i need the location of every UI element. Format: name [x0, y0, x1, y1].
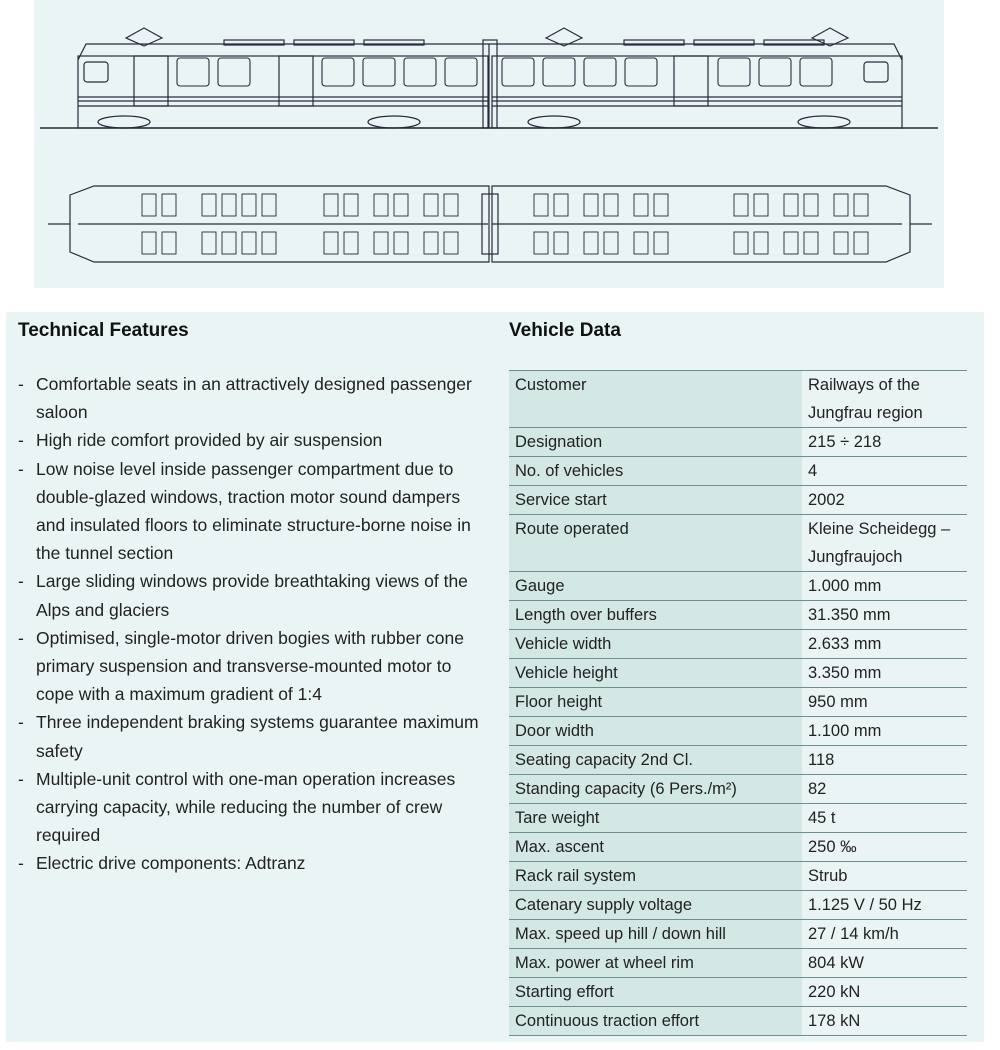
bullet-dash: - [18, 374, 24, 394]
table-row [509, 457, 967, 486]
technical-features-title: Technical Features [18, 320, 189, 341]
table-row [509, 428, 967, 457]
row-label: Floor height [509, 688, 802, 717]
bullet-dash: - [18, 430, 24, 451]
row-label: Customer [509, 371, 802, 428]
row-value: 1.100 mm [802, 717, 967, 746]
feature-list [18, 370, 488, 878]
feature-item [18, 765, 488, 850]
row-label: Vehicle width [509, 630, 802, 659]
feature-text: Low noise level inside passenger compartment due to double-glazed windows, traction motor sound dampers and insulated floors to eliminate structure-borne noise in the tunnel section [36, 458, 471, 564]
feature-item [18, 708, 488, 764]
row-value: 27 / 14 km/h [802, 920, 967, 949]
row-value: Railways of the Jungfrau region [802, 371, 967, 428]
feature-item [18, 624, 488, 709]
train-drawing-panel [34, 0, 944, 288]
row-label: Max. speed up hill / down hill [509, 920, 802, 949]
table-row [509, 891, 967, 920]
row-value: 250 ‰ [802, 833, 967, 862]
table-row [509, 486, 967, 515]
plan-view-drawing [48, 186, 932, 262]
side-elevation-drawing [40, 28, 938, 128]
table-row [509, 371, 967, 428]
row-value: 2002 [802, 486, 967, 515]
table-row [509, 862, 967, 891]
bullet-dash: - [18, 853, 24, 874]
train-drawings [34, 0, 944, 288]
row-value: 950 mm [802, 688, 967, 717]
row-label: Rack rail system [509, 862, 802, 891]
table-row [509, 833, 967, 862]
technical-features-section [18, 320, 488, 878]
feature-text: Multiple-unit control with one-man operation increases carrying capacity, while reducing the number of crew required [36, 768, 456, 846]
vehicle-data-title: Vehicle Data [509, 320, 621, 341]
row-value: 4 [802, 457, 967, 486]
side-window-row [177, 58, 832, 86]
row-label: Continuous traction effort [509, 1007, 802, 1036]
row-value: 2.633 mm [802, 630, 967, 659]
row-label: Service start [509, 486, 802, 515]
table-row [509, 630, 967, 659]
feature-text: High ride comfort provided by air suspension [36, 430, 383, 451]
feature-text: Three independent braking systems guarantee maximum safety [36, 712, 479, 761]
table-row [509, 515, 967, 572]
feature-item [18, 455, 488, 568]
table-row [509, 804, 967, 833]
table-row [509, 572, 967, 601]
row-value: 118 [802, 746, 967, 775]
bullet-dash: - [18, 458, 24, 479]
feature-item [18, 567, 488, 623]
row-label: Standing capacity (6 Pers./m²) [509, 775, 802, 804]
vehicle-data-table [509, 370, 967, 1036]
table-row [509, 920, 967, 949]
row-label: Catenary supply voltage [509, 891, 802, 920]
row-value: 215 ÷ 218 [802, 428, 967, 457]
row-label: Door width [509, 717, 802, 746]
row-value: Strub [802, 862, 967, 891]
feature-item [18, 849, 488, 877]
row-label: Designation [509, 428, 802, 457]
feature-text: Large sliding windows provide breathtaking views of the Alps and glaciers [36, 571, 468, 620]
table-row [509, 688, 967, 717]
bullet-dash: - [18, 571, 24, 592]
row-label: Vehicle height [509, 659, 802, 688]
row-value: 1.000 mm [802, 572, 967, 601]
table-row [509, 775, 967, 804]
row-label: Tare weight [509, 804, 802, 833]
feature-text: Optimised, single-motor driven bogies with rubber cone primary suspension and transverse-mounted motor to cope with a maximum gradient of 1:4 [36, 627, 464, 705]
table-row [509, 659, 967, 688]
table-row [509, 1007, 967, 1036]
bullet-dash: - [18, 627, 24, 648]
row-label: Gauge [509, 572, 802, 601]
row-label: Starting effort [509, 978, 802, 1007]
vehicle-data-section [509, 320, 971, 1036]
feature-item [18, 370, 488, 426]
row-value: 804 kW [802, 949, 967, 978]
row-label: Max. power at wheel rim [509, 949, 802, 978]
bullet-dash: - [18, 768, 24, 789]
table-row [509, 949, 967, 978]
row-value: 1.125 V / 50 Hz [802, 891, 967, 920]
row-value: 31.350 mm [802, 601, 967, 630]
row-value: 82 [802, 775, 967, 804]
row-label: Max. ascent [509, 833, 802, 862]
row-label: Route operated [509, 515, 802, 572]
row-value: 3.350 mm [802, 659, 967, 688]
table-row [509, 978, 967, 1007]
table-row [509, 746, 967, 775]
bullet-dash: - [18, 712, 24, 733]
table-row [509, 601, 967, 630]
table-row [509, 717, 967, 746]
feature-item [18, 426, 488, 454]
row-label: No. of vehicles [509, 457, 802, 486]
row-label: Length over buffers [509, 601, 802, 630]
row-value: Kleine Scheidegg – Jungfraujoch [802, 515, 967, 572]
row-value: 220 kN [802, 978, 967, 1007]
row-value: 178 kN [802, 1007, 967, 1036]
info-panel [6, 312, 984, 1042]
row-value: 45 t [802, 804, 967, 833]
row-label: Seating capacity 2nd Cl. [509, 746, 802, 775]
feature-text: Electric drive components: Adtranz [36, 853, 306, 874]
feature-text: Comfortable seats in an attractively designed passenger saloon [36, 374, 472, 423]
